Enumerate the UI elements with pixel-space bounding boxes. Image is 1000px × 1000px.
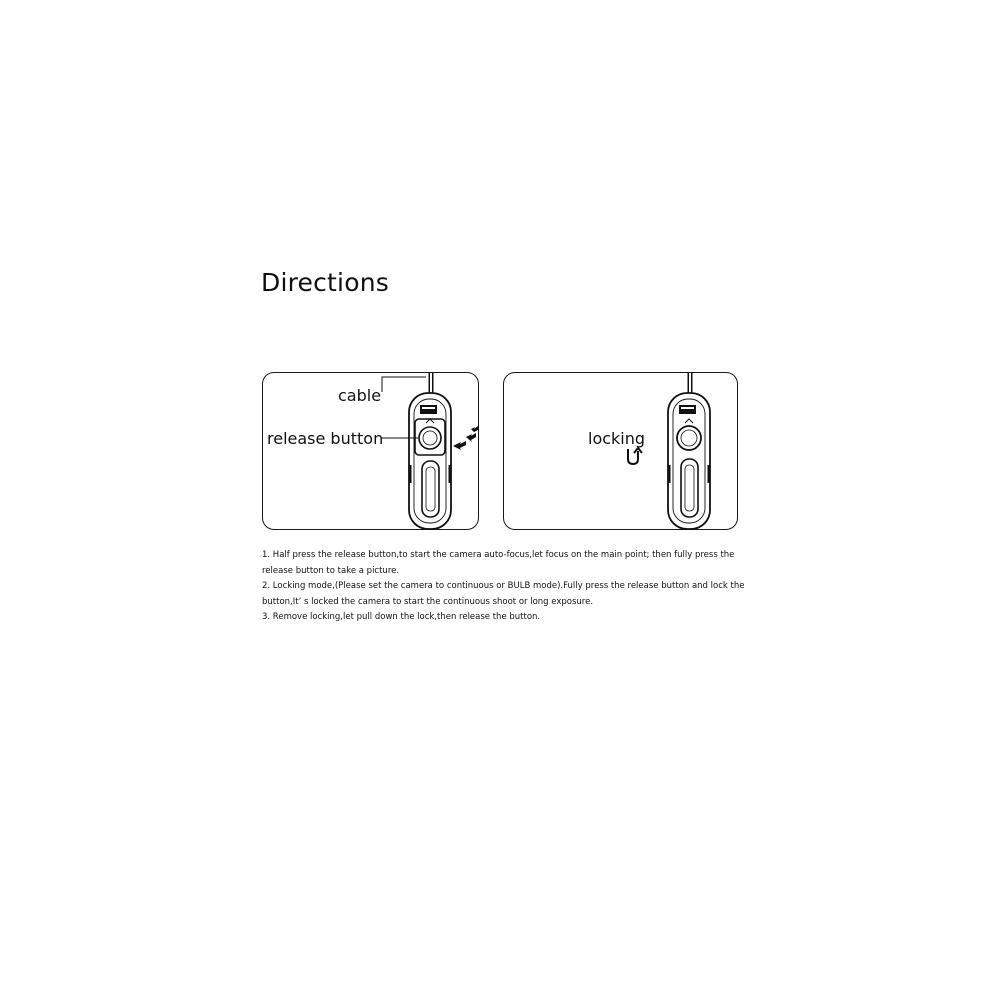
instruction-step-3: 3. Remove locking,let pull down the lock,then release the button. (262, 612, 541, 622)
diagram-panel-locking (503, 372, 738, 530)
press-arrows-icon (453, 426, 478, 450)
locking-label: locking (588, 429, 646, 448)
lock-arrow-icon (628, 448, 642, 464)
instruction-step-2: 2. Locking mode,(Please set the camera to continuous or BULB mode).Fully press the release button and lock the button,It’ s locked the camera to start the continuous shoot or long exposure. (262, 581, 745, 607)
release-button-label: release button (267, 429, 384, 448)
page-title: Directions (261, 268, 389, 297)
shutter-remote-icon (504, 373, 739, 531)
diagram-panel-release (262, 372, 479, 530)
cable-label: cable (338, 386, 382, 405)
instructions-list (262, 548, 752, 626)
instruction-step-1: 1. Half press the release button,to start the camera auto-focus,let focus on the main point; then fully press the release button to take a picture. (262, 550, 735, 576)
